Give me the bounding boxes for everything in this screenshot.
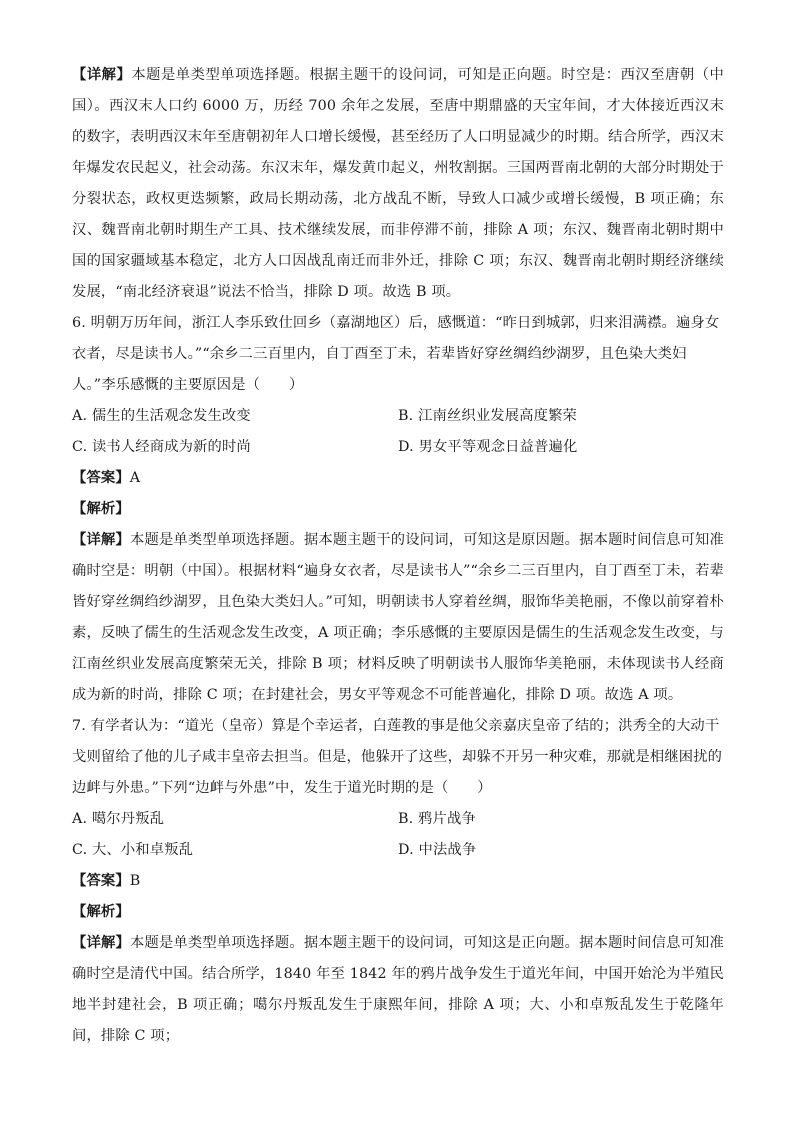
document-page [72, 60, 724, 1052]
detail-paragraph-q6 [72, 525, 724, 711]
option-b: B. 江南丝织业发展高度繁荣 [398, 408, 577, 424]
answer-line-q7 [72, 866, 724, 897]
option-c: C. 大、小和卓叛乱 [72, 842, 194, 858]
option-a: A. 噶尔丹叛乱 [72, 811, 165, 827]
analysis-tag: 【解析】 [72, 904, 130, 920]
question-7-options [72, 804, 724, 866]
detail-paragraph-q7 [72, 928, 724, 1052]
option-a: A. 儒生的生活观念发生改变 [72, 408, 251, 424]
option-c: C. 读书人经商成为新的时尚 [72, 439, 251, 455]
answer-value: B [129, 873, 141, 889]
detail-tag: 【详解】 [72, 67, 132, 83]
answer-tag: 【答案】 [72, 470, 130, 486]
detail-text: 本题是单类型单项选择题。根据主题干的设问词，可知是正向题。时空是：西汉至唐朝（中国）。西汉末人口约 6000 万，历经 700 余年之发展，至唐中期鼎盛的天宝年间，才大体接近西汉末的数字，表明西汉末年至唐朝初年人口增长缓慢，甚至经历了人口明显减少的时期。结合所学，西汉末年爆发农民起义，社会动荡。东汉末年，爆发黄巾起义，州牧割据。三国两晋南北朝的大部分时期处于分裂状态，政权更迭频繁，政局长期动荡，北方战乱不断，导致人口减少或增长缓慢，B 项正确；东汉、魏晋南北朝时期生产工具、技术继续发展，而非停滞不前，排除 A 项；东汉、魏晋南北朝时期中国的国家疆域基本稳定，北方人口因战乱南迁而非外迁，排除 C 项；东汉、魏晋南北朝时期经济继续发展，“南北经济衰退”说法不恰当，排除 D 项。故选 B 项。 [72, 67, 724, 300]
detail-text: 本题是单类型单项选择题。据本题主题干的设问词，可知这是原因题。据本题时间信息可知准确时空是：明朝（中国）。根据材料“遍身女衣者，尽是读书人”“余乡二三百里内，自丁酉至丁未，若辈皆好穿丝绸绉纱湖罗，且色染大类妇人。”可知，明朝读书人穿着丝绸，服饰华美艳丽，不像以前穿着朴素，反映了儒生的生活观念发生改变，A 项正确；李乐感慨的主要原因是儒生的生活观念发生改变，与江南丝织业发展高度繁荣无关，排除 B 项；材料反映了明朝读书人服饰华美艳丽，未体现读书人经商成为新的时尚，排除 C 项；在封建社会，男女平等观念不可能普遍化，排除 D 项。故选 A 项。 [72, 532, 724, 703]
question-6-options [72, 401, 724, 463]
detail-tag: 【详解】 [72, 935, 130, 951]
analysis-tag: 【解析】 [72, 501, 130, 517]
option-d: D. 中法战争 [398, 842, 477, 858]
option-d: D. 男女平等观念日益普遍化 [398, 439, 578, 455]
detail-paragraph-q5 [72, 60, 724, 308]
detail-tag: 【详解】 [72, 532, 130, 548]
detail-text: 本题是单类型单项选择题。据本题主题干的设问词，可知这是正向题。据本题时间信息可知准确时空是清代中国。结合所学，1840 年至 1842 年的鸦片战争发生于道光年间，中国开始沦为半殖民地半封建社会，B 项正确；噶尔丹叛乱发生于康熙年间，排除 A 项；大、小和卓叛乱发生于乾隆年间，排除 C 项； [72, 935, 724, 1044]
answer-line-q6 [72, 463, 724, 494]
question-7-stem: 7. 有学者认为：“道光（皇帝）算是个幸运者，白莲教的事是他父亲嘉庆皇帝了结的；洪秀全的大动干戈则留给了他的儿子咸丰皇帝去担当。但是，他躲开了这些，却躲不开另一种灾难，那就是相继困扰的边衅与外患。”下列“边衅与外患”中，发生于道光时期的是（ ） [72, 718, 723, 796]
question-6-stem: 6. 明朝万历年间，浙江人李乐致仕回乡（嘉湖地区）后，感慨道：“昨日到城郭，归来泪满襟。遍身女衣者，尽是读书人。”“余乡二三百里内，自丁酉至丁未，若辈皆好穿丝绸绉纱湖罗，且色染大类妇人。”李乐感慨的主要原因是（ ） [72, 315, 720, 393]
option-b: B. 鸦片战争 [398, 811, 476, 827]
answer-value: A [129, 470, 141, 486]
answer-tag: 【答案】 [72, 873, 130, 889]
analysis-heading-q6 [72, 494, 724, 525]
analysis-heading-q7 [72, 897, 724, 928]
